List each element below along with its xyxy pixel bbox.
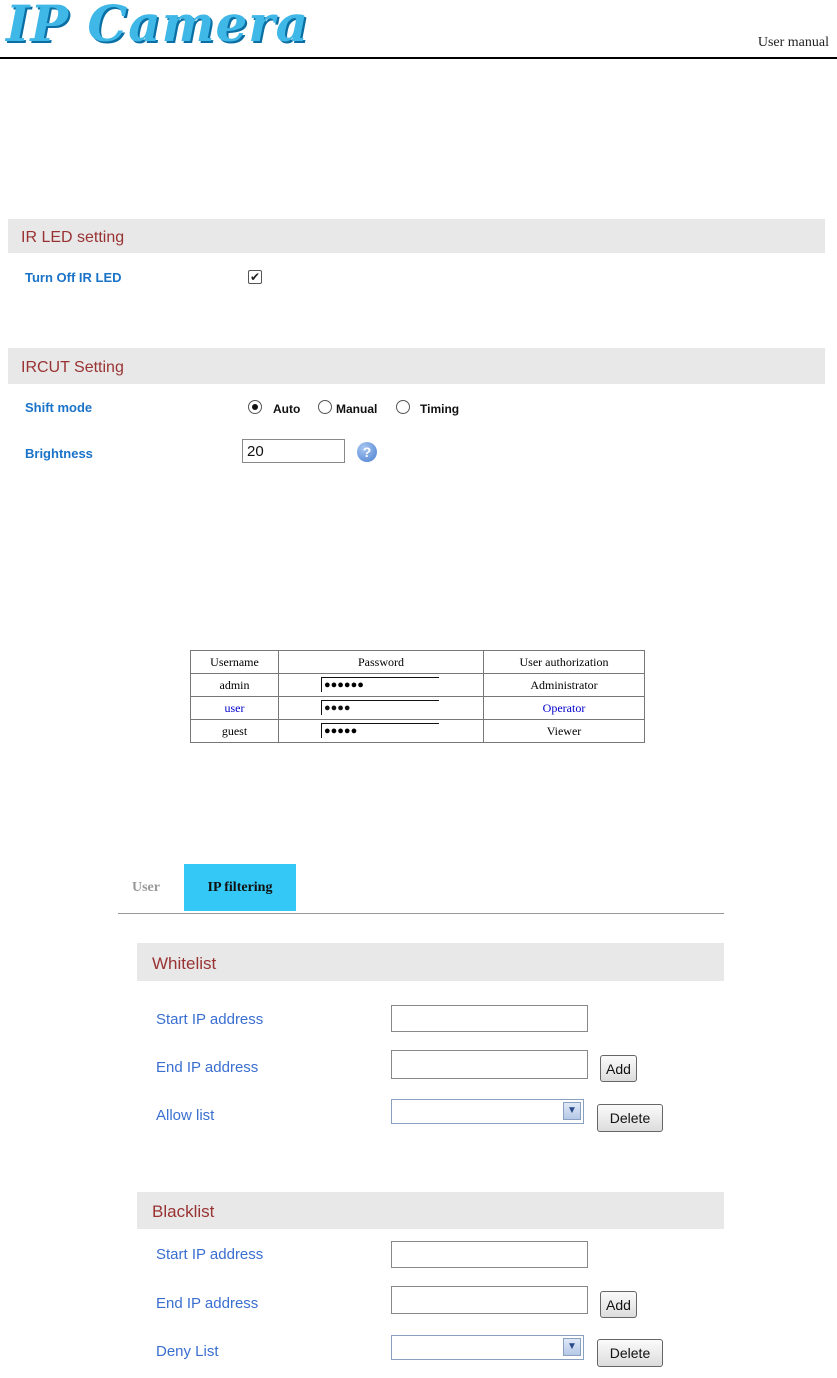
deny-list-label: Deny List xyxy=(156,1343,219,1360)
brightness-input[interactable] xyxy=(242,439,345,463)
whitelist-delete-button[interactable]: Delete xyxy=(597,1104,663,1132)
authorization-cell: Viewer xyxy=(484,720,645,743)
blacklist-title: Blacklist xyxy=(152,1202,215,1221)
logo-text: IP Camera xyxy=(6,0,310,53)
allow-list-label: Allow list xyxy=(156,1107,215,1124)
password-field[interactable]: ●●●●● xyxy=(321,723,439,738)
blacklist-start-ip-input[interactable] xyxy=(391,1241,588,1268)
username-cell: admin xyxy=(191,674,279,697)
table-row xyxy=(191,674,645,697)
password-field[interactable]: ●●●● xyxy=(321,700,439,715)
header-divider xyxy=(0,57,837,59)
ircut-title: IRCUT Setting xyxy=(21,359,124,376)
blacklist-end-ip-input[interactable] xyxy=(391,1286,588,1314)
whitelist-start-ip-input[interactable] xyxy=(391,1005,588,1032)
turn-off-ir-led-checkbox[interactable]: ✔ xyxy=(249,270,261,284)
username-cell: user xyxy=(191,697,279,720)
ir-led-title-bar xyxy=(8,219,825,253)
doc-label: User manual xyxy=(757,35,829,50)
tab-divider xyxy=(118,913,724,914)
tab-ip-filtering[interactable]: IP filtering xyxy=(184,864,296,911)
brightness-label: Brightness xyxy=(25,446,93,461)
whitelist-start-ip-label: Start IP address xyxy=(156,1011,264,1028)
shift-mode-manual-radio[interactable] xyxy=(318,400,332,414)
ircut-title-bar xyxy=(8,348,825,384)
col-authorization: User authorization xyxy=(484,651,645,674)
account-table xyxy=(190,650,645,743)
help-icon[interactable]: ? xyxy=(357,442,377,462)
whitelist-add-button[interactable]: Add xyxy=(600,1055,637,1082)
whitelist-title: Whitelist xyxy=(152,954,217,973)
password-cell xyxy=(279,720,484,743)
shift-mode-auto-radio[interactable] xyxy=(248,400,262,414)
password-field[interactable]: ●●●●●● xyxy=(321,677,439,692)
username-cell: guest xyxy=(191,720,279,743)
shift-mode-auto-label: Auto xyxy=(273,402,301,416)
table-row xyxy=(191,697,645,720)
ir-led-title: IR LED setting xyxy=(21,229,125,246)
password-cell xyxy=(279,697,484,720)
chevron-down-icon[interactable]: ▼ xyxy=(563,1338,581,1356)
blacklist-delete-button[interactable]: Delete xyxy=(597,1339,663,1367)
shift-mode-timing-radio[interactable] xyxy=(396,400,410,414)
blacklist-start-ip-label: Start IP address xyxy=(156,1246,264,1263)
shift-mode-manual-label: Manual xyxy=(336,402,378,416)
chevron-down-icon[interactable]: ▼ xyxy=(563,1102,581,1120)
account-table-header xyxy=(191,651,645,674)
deny-list-select[interactable] xyxy=(391,1335,584,1360)
col-password: Password xyxy=(279,651,484,674)
whitelist-end-ip-input[interactable] xyxy=(391,1050,588,1079)
col-username: Username xyxy=(191,651,279,674)
table-row xyxy=(191,720,645,743)
authorization-cell: Operator xyxy=(484,697,645,720)
shift-mode-timing-label: Timing xyxy=(420,402,460,416)
shift-mode-label: Shift mode xyxy=(25,400,93,415)
password-cell xyxy=(279,674,484,697)
tab-user[interactable]: User xyxy=(132,880,160,895)
blacklist-end-ip-label: End IP address xyxy=(156,1295,259,1312)
blacklist-title-bar xyxy=(137,1192,724,1229)
blacklist-add-button[interactable]: Add xyxy=(600,1291,637,1318)
whitelist-title-bar xyxy=(137,943,724,981)
whitelist-end-ip-label: End IP address xyxy=(156,1059,259,1076)
allow-list-select[interactable] xyxy=(391,1099,584,1124)
turn-off-ir-led-label: Turn Off IR LED xyxy=(25,270,122,285)
authorization-cell: Administrator xyxy=(484,674,645,697)
